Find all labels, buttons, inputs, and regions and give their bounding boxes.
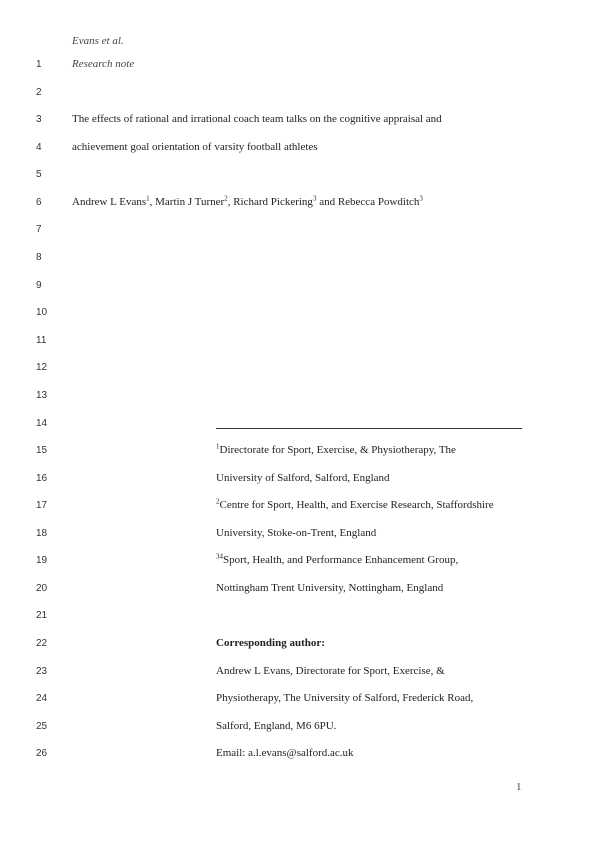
affiliation-3-line-2: Nottingham Trent University, Nottingham, England <box>216 582 444 594</box>
line-number: 8 <box>36 252 42 263</box>
corresponding-line-1: Andrew L Evans, Directorate for Sport, Exercise, & <box>216 665 445 677</box>
affiliation-text: Centre for Sport, Health, and Exercise Research, Staffordshire <box>219 499 494 511</box>
line-number: 21 <box>36 610 48 621</box>
line-number: 7 <box>36 224 42 235</box>
author-separator: , <box>149 196 156 208</box>
line-number: 6 <box>36 197 42 208</box>
affiliation-1-line-1 <box>216 444 456 456</box>
line-number: 22 <box>36 638 48 649</box>
affiliation-sup: 2 <box>216 497 220 506</box>
line-number: 2 <box>36 87 42 98</box>
line-number: 19 <box>36 555 48 566</box>
line-number: 11 <box>36 335 47 346</box>
author-name: Andrew L Evans <box>72 196 147 208</box>
line-number: 16 <box>36 473 48 484</box>
affiliation-text: Sport, Health, and Performance Enhancement Group, <box>223 554 459 566</box>
affiliation-2-line-1 <box>216 499 494 511</box>
article-type: Research note <box>72 58 135 70</box>
line-number: 25 <box>36 721 48 732</box>
line-number: 1 <box>36 59 42 70</box>
title-line-1: The effects of rational and irrational coach team talks on the cognitive appraisal and <box>72 113 442 125</box>
line-number: 12 <box>36 362 48 373</box>
author-affiliation-sup: 1 <box>146 194 150 203</box>
line-number: 18 <box>36 528 48 539</box>
line-number: 3 <box>36 114 42 125</box>
corresponding-author-heading: Corresponding author: <box>216 637 325 649</box>
author-affiliation-sup: 3 <box>312 194 317 203</box>
running-head: Evans et al. <box>72 35 124 47</box>
line-number: 9 <box>36 280 42 291</box>
line-number: 17 <box>36 500 48 511</box>
author-name: Richard Pickering <box>233 196 313 208</box>
affiliation-sup: 34 <box>216 552 223 561</box>
corresponding-line-3: Salford, England, M6 6PU. <box>216 720 337 732</box>
author-affiliation-sup: 2 <box>224 194 228 203</box>
affiliation-text: Directorate for Sport, Exercise, & Physiotherapy, The <box>219 444 456 456</box>
line-number: 26 <box>36 748 48 759</box>
line-number: 13 <box>36 390 48 401</box>
divider-rule <box>216 428 522 429</box>
line-number: 10 <box>36 307 48 318</box>
corresponding-line-2: Physiotherapy, The University of Salford, Frederick Road, <box>216 692 474 704</box>
author-affiliation-sup: 3 <box>419 194 423 203</box>
line-number: 14 <box>36 418 48 429</box>
affiliation-3-line-1 <box>216 554 458 566</box>
author-list <box>72 196 423 208</box>
affiliation-1-line-2: University of Salford, Salford, England <box>216 472 390 484</box>
line-number: 5 <box>36 169 42 180</box>
affiliation-sup: 1 <box>216 442 220 451</box>
corresponding-email: Email: a.l.evans@salford.ac.uk <box>216 747 354 759</box>
author-name: Rebecca Powditch <box>337 196 420 208</box>
author-separator: and <box>316 196 338 208</box>
line-number: 20 <box>36 583 48 594</box>
line-number: 4 <box>36 142 42 153</box>
author-name: Martin J Turner <box>155 196 225 208</box>
line-number: 15 <box>36 445 48 456</box>
line-number: 23 <box>36 666 48 677</box>
page-number: 1 <box>516 781 522 793</box>
title-line-2: achievement goal orientation of varsity football athletes <box>72 141 318 153</box>
author-separator: , <box>227 196 234 208</box>
line-number: 24 <box>36 693 48 704</box>
affiliation-2-line-2: University, Stoke-on-Trent, England <box>216 527 377 539</box>
